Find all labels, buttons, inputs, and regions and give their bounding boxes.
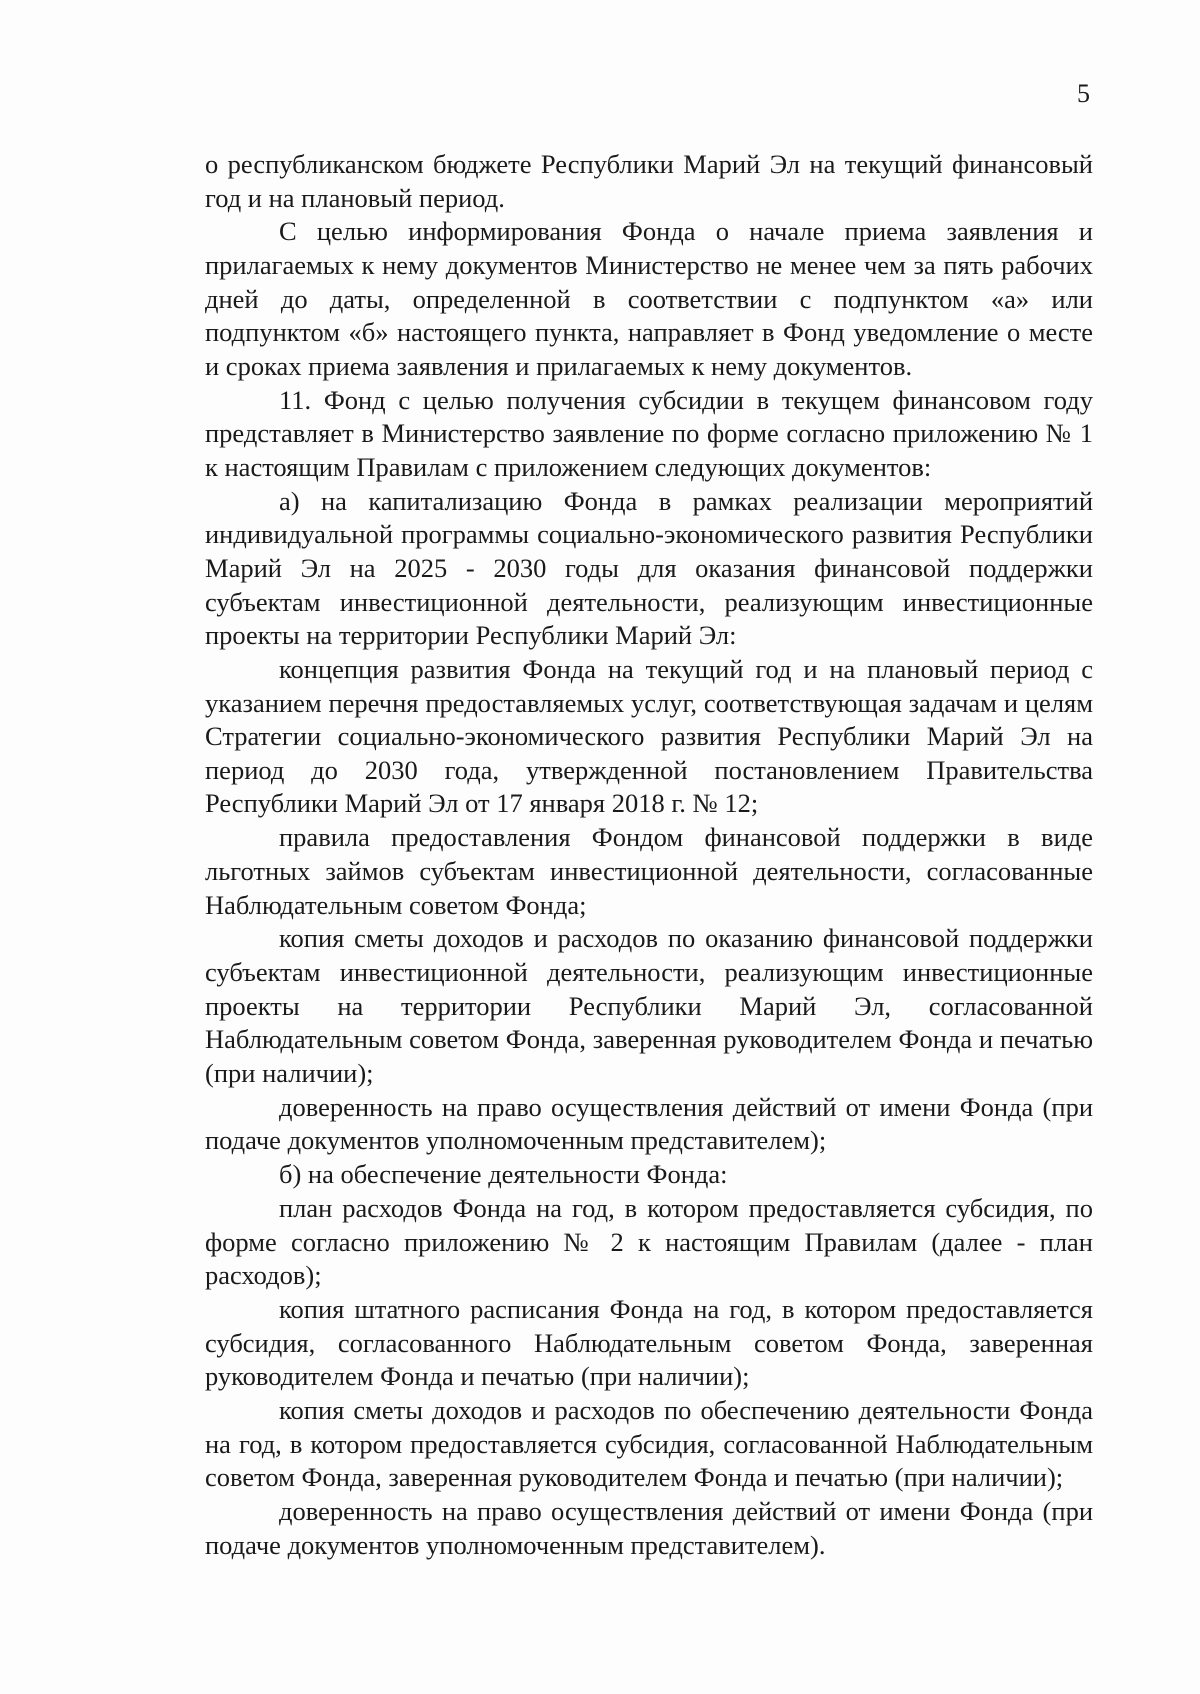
paragraph-9: б) на обеспечение деятельности Фонда: (279, 1159, 728, 1190)
paragraph-10: план расходов Фонда на год, в котором предоставляется субсидия, по форме согласно приложению № 2 к настоящим Правилам (далее - план расходов); (205, 1193, 1093, 1291)
paragraph-11: копия штатного расписания Фонда на год, в котором предоставляется субсидия, согласованного Наблюдательным советом Фонда, заверенная руководителем Фонда и печатью (при наличии); (205, 1294, 1093, 1392)
document-body (205, 148, 1093, 1563)
paragraph-2: С целью информирования Фонда о начале приема заявления и прилагаемых к нему документов Министерство не менее чем за пять рабочих дней до даты, определенной в соответствии с подпунктом «а» или подпунктом «б» настоящего пункта, направляет в Фонд уведомление о месте и сроках приема заявления и прилагаемых к нему документов. (205, 216, 1093, 381)
paragraph-13: доверенность на право осуществления действий от имени Фонда (при подаче документов уполномоченным представителем). (205, 1496, 1093, 1560)
paragraph-3: 11. Фонд с целью получения субсидии в текущем финансовом году представляет в Министерство заявление по форме согласно приложению № 1 к настоящим Правилам с приложением следующих документов: (205, 384, 1093, 482)
paragraph-7: копия сметы доходов и расходов по оказанию финансовой поддержки субъектам инвестиционной деятельности, реализующим инвестиционные проекты на территории Республики Марий Эл, согласованной Наблюдательным советом Фонда, заверенная руководителем Фонда и печатью (при наличии); (205, 923, 1093, 1088)
paragraph-8: доверенность на право осуществления действий от имени Фонда (при подаче документов уполномоченным представителем); (205, 1091, 1093, 1156)
paragraph-12: копия сметы доходов и расходов по обеспечению деятельности Фонда на год, в котором предоставляется субсидия, согласованной Наблюдательным советом Фонда, заверенная руководителем Фонда и печатью (при наличии); (205, 1395, 1093, 1493)
paragraph-1: о республиканском бюджете Республики Марий Эл на текущий финансовый год и на плановый период. (205, 149, 1093, 213)
page-number: 5 (1077, 79, 1090, 108)
paragraph-4: а) на капитализацию Фонда в рамках реализации мероприятий индивидуальной программы социально-экономического развития Республики Марий Эл на 2025 - 2030 годы для оказания финансовой поддержки субъектам инвестиционной деятельности, реализующим инвестиционные проекты на территории Республики Марий Эл: (205, 485, 1093, 651)
paragraph-5: концепция развития Фонда на текущий год и на плановый период с указанием перечня предоставляемых услуг, соответствующая задачам и целям Стратегии социально-экономического развития Республики Марий Эл на период до 2030 года, утвержденной постановлением Правительства Республики Марий Эл от 17 января 2018 г. № 12; (205, 654, 1093, 819)
paragraph-6: правила предоставления Фондом финансовой поддержки в виде льготных займов субъектам инвестиционной деятельности, согласованные Наблюдательным советом Фонда; (205, 822, 1093, 920)
